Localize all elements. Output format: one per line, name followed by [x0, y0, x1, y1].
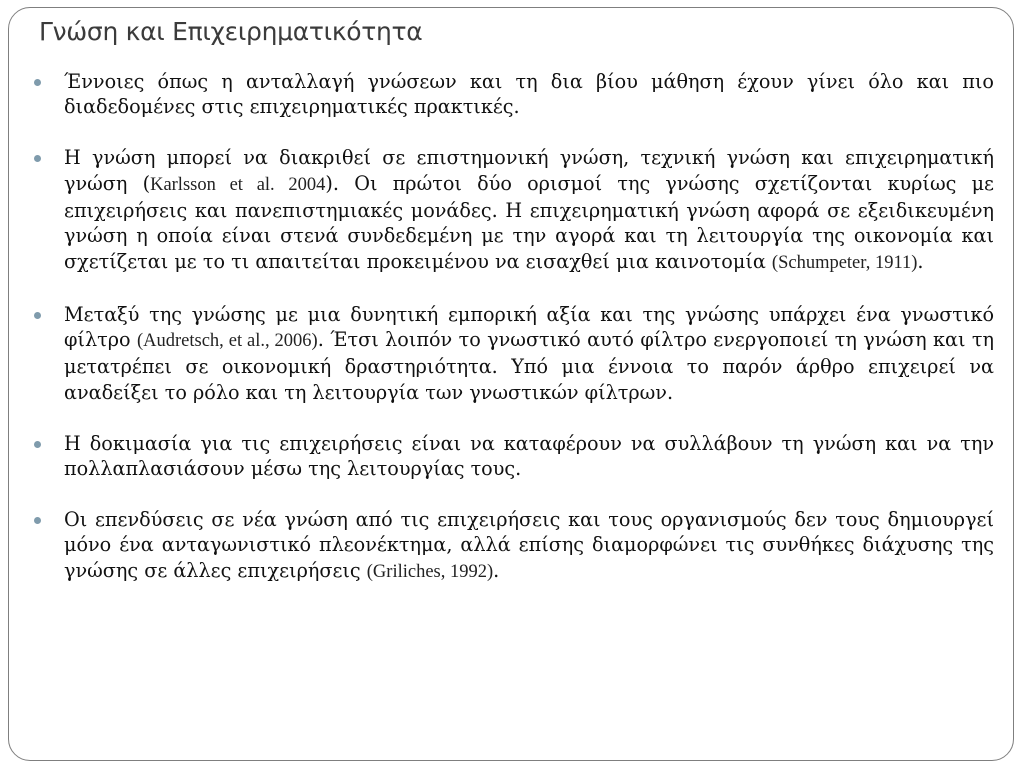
bullet-text: Η γνώση μπορεί να διακριθεί σε επιστημονική γνώση, τεχνική γνώση και επιχειρηματική γνώση ( [64, 146, 994, 195]
bullet-text: Μεταξύ της γνώσης με μια δυνητική εμπορική αξία και της γνώσης υπάρχει ένα γνωστικό φίλτρο [64, 302, 994, 352]
bullet-item-4 [34, 431, 994, 482]
bullet-text: . [917, 249, 924, 273]
bullet-item-1 [34, 69, 994, 120]
citation: Karlsson et al. 2004 [150, 174, 326, 195]
bullet-text: . [493, 558, 500, 582]
bullet-item-3 [34, 302, 994, 406]
bullet-text: Έννοιες όπως η ανταλλαγή γνώσεων και τη δια βίου μάθηση έχουν γίνει όλο και πιο διαδεδομένες στις επιχειρηματικές πρακτικές. [64, 70, 994, 119]
bullet-marker-icon [34, 155, 41, 162]
bullet-marker-icon [34, 79, 41, 86]
bullet-marker-icon [34, 517, 41, 524]
bullet-text: Οι επενδύσεις σε νέα γνώση από τις επιχειρήσεις και τους οργανισμούς δεν τους δημιουργεί μόνο ένα ανταγωνιστικό πλεονέκτημα, αλλά επίσης διαμορφώνει τις συνθήκες διάχυσης της γνώσης σε άλλες επιχειρήσεις [64, 507, 994, 582]
bullet-text: ). Οι πρώτοι δύο ορισμοί της γνώσης σχετίζονται κυρίως με επιχειρήσεις και πανεπιστημιακές μονάδες. Η επιχειρηματική γνώση αφορά σε εξειδικευμένη γνώση η οποία είναι στενά συνδεδεμένη με την αγορά και τη λειτουργία της οικονομία και σχετίζεται με το τι απαιτείται προκειμένου να εισαχθεί μια καινοτομία [64, 171, 994, 273]
bullet-marker-icon [34, 441, 41, 448]
citation: (Audretsch, et al., 2006) [136, 331, 318, 352]
bullet-item-5 [34, 507, 994, 585]
bullet-text: . Έτσι λοιπόν το γνωστικό αυτό φίλτρο ενεργοποιεί τη γνώση και τη μετατρέπει σε οικονομική δραστηριότητα. Υπό μια έννοια το παρόν άρθρο επιχειρεί να αναδείξει το ρόλο και τη λειτουργία των γνωστικών φίλτρων. [64, 328, 994, 404]
bullet-list [34, 69, 994, 585]
slide-frame [8, 7, 1014, 761]
bullet-text: Η δοκιμασία για τις επιχειρήσεις είναι να καταφέρουν να συλλάβουν τη γνώση και να την πολλαπλασιάσουν μέσω της λειτουργίας τους. [64, 431, 994, 481]
bullet-item-2 [34, 145, 994, 276]
bullet-marker-icon [34, 312, 41, 319]
citation: (Griliches, 1992) [366, 561, 494, 582]
slide-title: Γνώση και Επιχειρηματικότητα [39, 17, 423, 46]
citation: (Schumpeter, 1911) [771, 252, 918, 273]
